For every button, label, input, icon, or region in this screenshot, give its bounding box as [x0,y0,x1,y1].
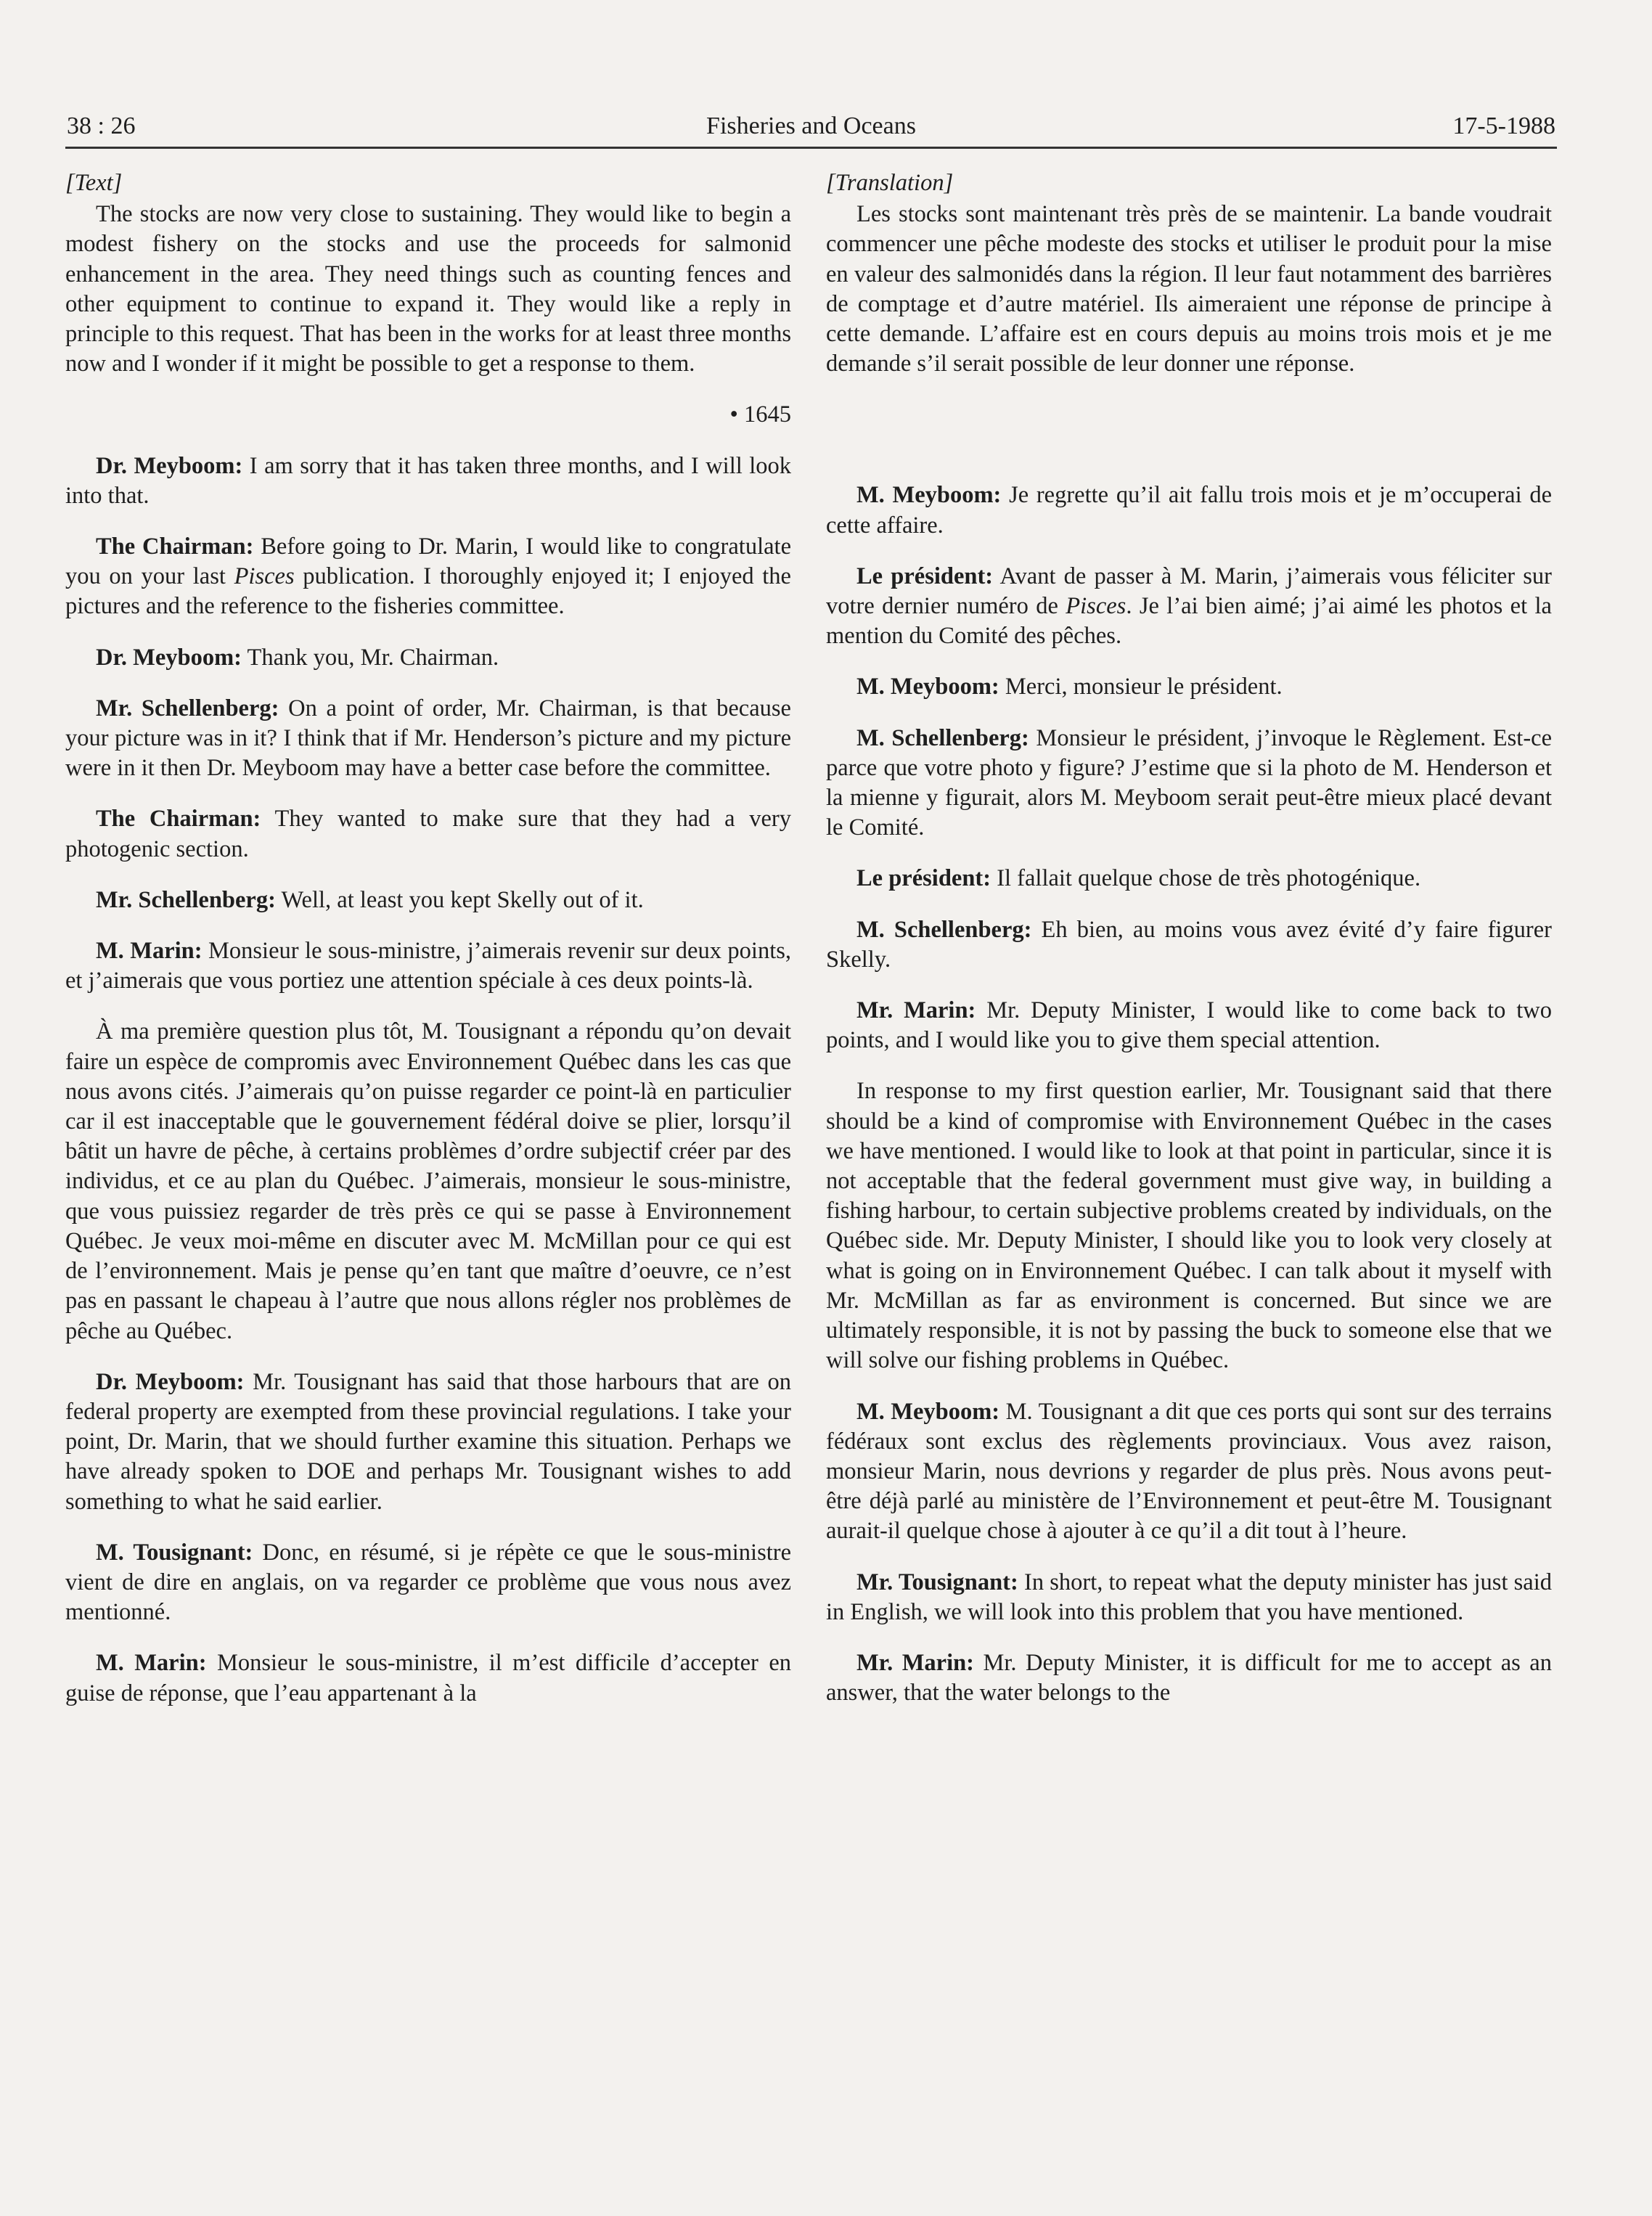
speech-text: Je regrette qu’il ait fallu trois mois et je m’occuperai de cette affaire. [826,482,1552,539]
speech-text: . Je l’ai bien aimé; j’ai aimé les photos et la mention du Comité des pêches. [826,593,1552,650]
speaker-name: Mr. Schellenberg: [96,886,276,913]
speaker-name: The Chairman: [96,533,254,560]
page-number: 38 : 26 [67,113,136,139]
speaker-name: M. Meyboom: [856,1398,1000,1425]
speech-text: In short, to repeat what the deputy minister has just said in English, we will look into this problem that you have mentioned. [826,1569,1552,1625]
speech-text: Donc, en résumé, si je répète ce que le sous-ministre vient de dire en anglais, on va regarder ce problème que vous nous avez mentionné. [65,1539,791,1626]
speaker-name: M. Schellenberg: [856,916,1032,943]
paragraph [65,1367,791,1517]
speech-text: Il fallait quelque chose de très photogénique. [991,865,1421,892]
speech-text: Mr. Deputy Minister, it is difficult for me to accept as an answer, that the water belongs to the [826,1649,1552,1706]
publication-name: Pisces [234,563,295,590]
speech-text: Monsieur le sous-ministre, j’aimerais revenir sur deux points, et j’aimerais que vous portiez une attention spéciale à ces deux points-là. [65,938,791,994]
paragraph [826,672,1552,702]
speech-text: Monsieur le sous-ministre, il m’est difficile d’accepter en guise de réponse, que l’eau appartenant à la [65,1650,791,1706]
speaker-name: M. Marin: [96,1650,207,1677]
publication-title: Fisheries and Oceans [706,113,916,139]
speaker-name: Dr. Meyboom: [96,452,243,479]
speech-text: I am sorry that it has taken three months, and I will look into that. [65,452,792,509]
speech-text: Before going to Dr. Marin, I would like to congratulate you on your last [65,533,791,590]
left-column-english [65,168,791,1709]
speaker-name: Mr. Marin: [856,997,976,1024]
speaker-name: M. Marin: [96,938,203,965]
speech-text: Monsieur le président, j’invoque le Règlement. Est-ce parce que votre photo y figure? J’estime que si la photo de M. Henderson et la mienne y figurait, alors M. Meyboom serait peut-être mieux placé devant le Comité. [826,724,1552,841]
paragraph [826,562,1552,652]
speaker-name: Le président: [856,563,994,589]
paragraph [826,481,1552,540]
speaker-name: M. Meyboom: [856,482,1002,509]
paragraph [65,804,791,864]
sitting-date: 17-5-1988 [1452,113,1555,139]
speech-text: publication. I thoroughly enjoyed it; I enjoyed the pictures and the reference to the fisheries committee. [65,563,791,620]
paragraph [65,643,791,673]
speaker-name: Le président: [856,865,991,892]
speech-text: M. Tousignant a dit que ces ports qui sont sur des terrains fédéraux sont exclus des règlements provinciaux. Vous avez raison, monsieur Marin, nous devrions y regarder de plus près. Nous avons peut-être déjà parlé au ministère de l’Environnement et peut-être M. Tousignant aurait-il quelque chose à ajouter à ce qu’il a dit tout à l’heure. [826,1398,1553,1545]
paragraph [65,451,791,511]
speaker-name: The Chairman: [96,806,261,833]
publication-name: Pisces [1066,593,1126,620]
speech-text: Mr. Tousignant has said that those harbours that are on federal property are exempted from these provincial regulations. I take your point, Dr. Marin, that we should further examine this situation. Perhaps we have already spoken to DOE and perhaps Mr. Tousignant wishes to add something to what he said earlier. [65,1368,791,1515]
paragraph: In response to my first question earlier, Mr. Tousignant said that there should be a kind of compromise with Environnement Québec in the cases we have mentioned. I would like to look at that point in particular, since it is not acceptable that the federal government must give way, in building a fishing harbour, to certain subjective problems created by individuals, on the Québec side. Mr. Deputy Minister, I should like you to look very closely at what is going on in Environnement Québec. I can talk about it myself with Mr. McMillan as far as environment is concerned. But since we are ultimately responsible, it is not by passing the buck to someone else that we will solve our fishing problems in Québec. [826,1078,1552,1374]
paragraph [65,694,791,784]
speech-text: Thank you, Mr. Chairman. [241,644,499,671]
language-label: [Text] [65,170,123,196]
speaker-name: M. Meyboom: [856,674,999,700]
speaker-name: Mr. Marin: [856,1649,975,1676]
paragraph [826,724,1552,843]
paragraph [826,915,1552,975]
paragraph [826,996,1552,1055]
paragraph [65,886,791,915]
speaker-name: M. Schellenberg: [856,724,1029,751]
time-marker: • 1645 [729,401,791,428]
speaker-name: Mr. Schellenberg: [96,695,279,721]
right-column-translation [826,168,1552,1708]
paragraph [65,532,791,622]
paragraph [826,1568,1552,1627]
speech-text: They wanted to make sure that they had a very photogenic section. [65,806,791,862]
speech-text: Mr. Deputy Minister, I would like to come back to two points, and I would like you to give them special attention. [826,997,1552,1054]
paragraph [65,936,791,996]
speaker-name: Dr. Meyboom: [96,1368,245,1395]
speech-text: Avant de passer à M. Marin, j’aimerais vous féliciter sur votre dernier numéro de [826,563,1552,620]
speaker-name: Dr. Meyboom: [96,644,242,671]
paragraph: Les stocks sont maintenant très près de se maintenir. La bande voudrait commencer une pêche modeste des stocks et utiliser le produit pour la mise en valeur des salmonidés dans la région. Il leur faut notamment des barrières de comptage et d’autre matériel. Ils aimeraient une réponse de principe à cette demande. L’affaire est en cours depuis au moins trois mois et je me demande s’il serait possible de leur donner une réponse. [826,201,1552,377]
paragraph [826,864,1552,894]
speaker-name: M. Tousignant: [96,1539,253,1566]
paragraph: À ma première question plus tôt, M. Tousignant a répondu qu’on devait faire un espèce de compromis avec Environnement Québec dans les cas que nous avons cités. J’aimerais qu’on puisse regarder ce point-là en particulier car il est inacceptable que le gouvernement fédéral doive se plier, lorsqu’il bâtit un havre de pêche, à certains problèmes d’ordre subjectif créer par des individus, et ce au plan du Québec. J’aimerais, monsieur le sous-ministre, que vous puissiez regarder de très près ce qui se passe à Environnement Québec. Je veux moi-même en discuter avec M. McMillan pour ce qui est de l’environnement. Mais je pense qu’en tant que maître d’oeuvre, ce n’est pas en passant le chapeau à l’autre que nous allons régler nos problèmes de pêche au Québec. [65,1018,791,1344]
language-label: [Translation] [826,170,954,196]
page-header [65,109,1557,149]
paragraph [65,1538,791,1628]
speech-text: Eh bien, au moins vous avez évité d’y faire figurer Skelly. [826,916,1553,973]
paragraph [826,1397,1552,1547]
paragraph [826,1648,1552,1708]
speech-text: Merci, monsieur le président. [999,674,1283,700]
speech-text: Well, at least you kept Skelly out of it. [275,886,644,913]
paragraph: The stocks are now very close to sustaining. They would like to begin a modest fishery on the stocks and use the proceeds for salmonid enhancement in the area. They need things such as counting fences and other equipment to continue to expand it. They would like a reply in principle to this request. That has been in the works for at least three months now and I wonder if it might be possible to get a response to them. [65,201,791,377]
speaker-name: Mr. Tousignant: [856,1569,1018,1595]
speech-text: On a point of order, Mr. Chairman, is that because your picture was in it? I think that if Mr. Henderson’s picture and my picture were in it then Dr. Meyboom may have a better case before the committee. [65,695,791,782]
paragraph [65,1648,791,1708]
